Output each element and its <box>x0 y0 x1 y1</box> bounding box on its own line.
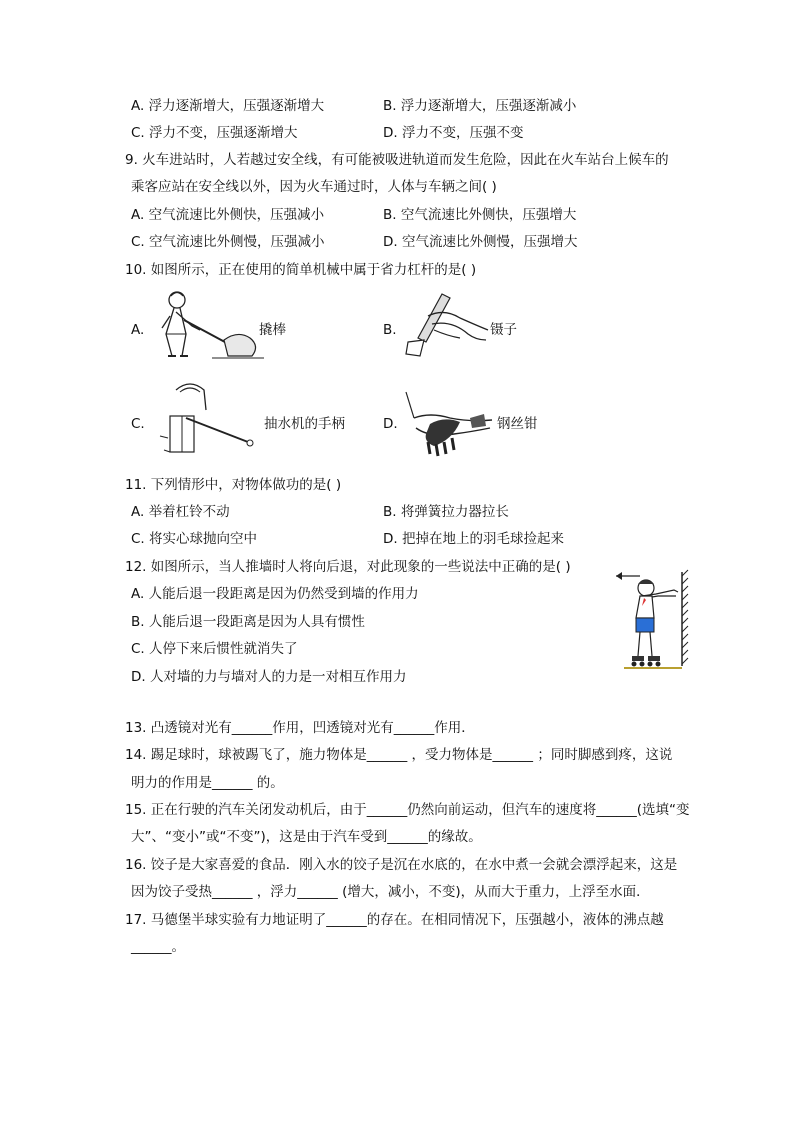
q14-stem-line1: 14. 踢足球时，球被踢飞了，施力物体是______ ，受力物体是______ ；同时脚感到疼，这说 <box>125 747 673 763</box>
q8-option-c: C. 浮力不变，压强逐渐增大 <box>131 125 298 141</box>
q11-option-a: A. 举着杠铃不动 <box>131 504 230 520</box>
q10-option-c-label: 抽水机的手柄 <box>264 416 345 432</box>
q15-stem-line1: 15. 正在行驶的汽车关闭发动机后，由于______仍然向前运动，但汽车的速度将______(选填“变 <box>125 802 690 818</box>
q12-stem: 12. 如图所示，当人推墙时人将向后退，对此现象的一些说法中正确的是( ) <box>125 559 571 575</box>
q9-option-c: C. 空气流速比外侧慢，压强减小 <box>131 234 325 250</box>
q12-option-b: B. 人能后退一段距离是因为人具有惯性 <box>131 614 365 630</box>
pliers-illustration <box>400 388 496 463</box>
q8-option-d: D. 浮力不变，压强不变 <box>383 125 524 141</box>
q12-option-d: D. 人对墙的力与墙对人的力是一对相互作用力 <box>131 669 407 685</box>
q11-option-c: C. 将实心球抛向空中 <box>131 531 258 547</box>
q15-stem-line2: 大”、“变小”或“不变”)，这是由于汽车受到______的缘故。 <box>131 829 482 845</box>
q12-option-c: C. 人停下来后惯性就消失了 <box>131 641 298 657</box>
q10-option-c-letter: C. <box>131 416 145 432</box>
q8-option-a: A. 浮力逐渐增大，压强逐渐增大 <box>131 98 325 114</box>
q11-option-b: B. 将弹簧拉力器拉长 <box>383 504 509 520</box>
tweezers-illustration <box>398 290 490 365</box>
q10-option-a-letter: A. <box>131 322 145 338</box>
q14-stem-line2: 明力的作用是______ 的。 <box>131 775 284 791</box>
q11-stem: 11. 下列情形中，对物体做功的是( ) <box>125 477 342 493</box>
q10-option-b-letter: B. <box>383 322 397 338</box>
q9-stem-line2: 乘客应站在安全线以外，因为火车通过时，人体与车辆之间( ) <box>131 179 497 195</box>
q16-stem-line1: 16. 饺子是大家喜爱的食品．刚入水的饺子是沉在水底的，在水中煮一会就会漂浮起来，这是 <box>125 857 678 873</box>
child-pushing-wall-illustration <box>612 566 692 674</box>
q10-option-a-label: 撬棒 <box>259 322 286 338</box>
q13-stem: 13. 凸透镜对光有______作用，凹透镜对光有______作用． <box>125 720 475 736</box>
q17-stem-line1: 17. 马德堡半球实验有力地证明了______的存在。在相同情况下，压强越小，液体的沸点越 <box>125 912 664 928</box>
q9-option-d: D. 空气流速比外侧慢，压强增大 <box>383 234 578 250</box>
q16-stem-line2: 因为饺子受热______ ，浮力______ (增大，减小，不变)，从而大于重力，上浮至水面． <box>131 884 650 900</box>
q10-option-d-letter: D. <box>383 416 398 432</box>
q17-stem-line2: ______。 <box>131 939 185 955</box>
q10-option-b-label: 镊子 <box>490 322 517 338</box>
q10-stem: 10. 如图所示，正在使用的简单机械中属于省力杠杆的是( ) <box>125 262 477 278</box>
q9-option-a: A. 空气流速比外侧快，压强减小 <box>131 207 325 223</box>
crowbar-worker-illustration <box>152 286 267 368</box>
q8-option-b: B. 浮力逐渐增大，压强逐渐减小 <box>383 98 577 114</box>
q12-option-a: A. 人能后退一段距离是因为仍然受到墙的作用力 <box>131 586 419 602</box>
pump-handle-illustration <box>150 380 260 460</box>
q9-option-b: B. 空气流速比外侧快，压强增大 <box>383 207 577 223</box>
q9-stem-line1: 9. 火车进站时，人若越过安全线，有可能被吸进轨道而发生危险，因此在火车站台上候车的 <box>125 152 669 168</box>
q11-option-d: D. 把掉在地上的羽毛球捡起来 <box>383 531 564 547</box>
q10-option-d-label: 钢丝钳 <box>497 416 538 432</box>
